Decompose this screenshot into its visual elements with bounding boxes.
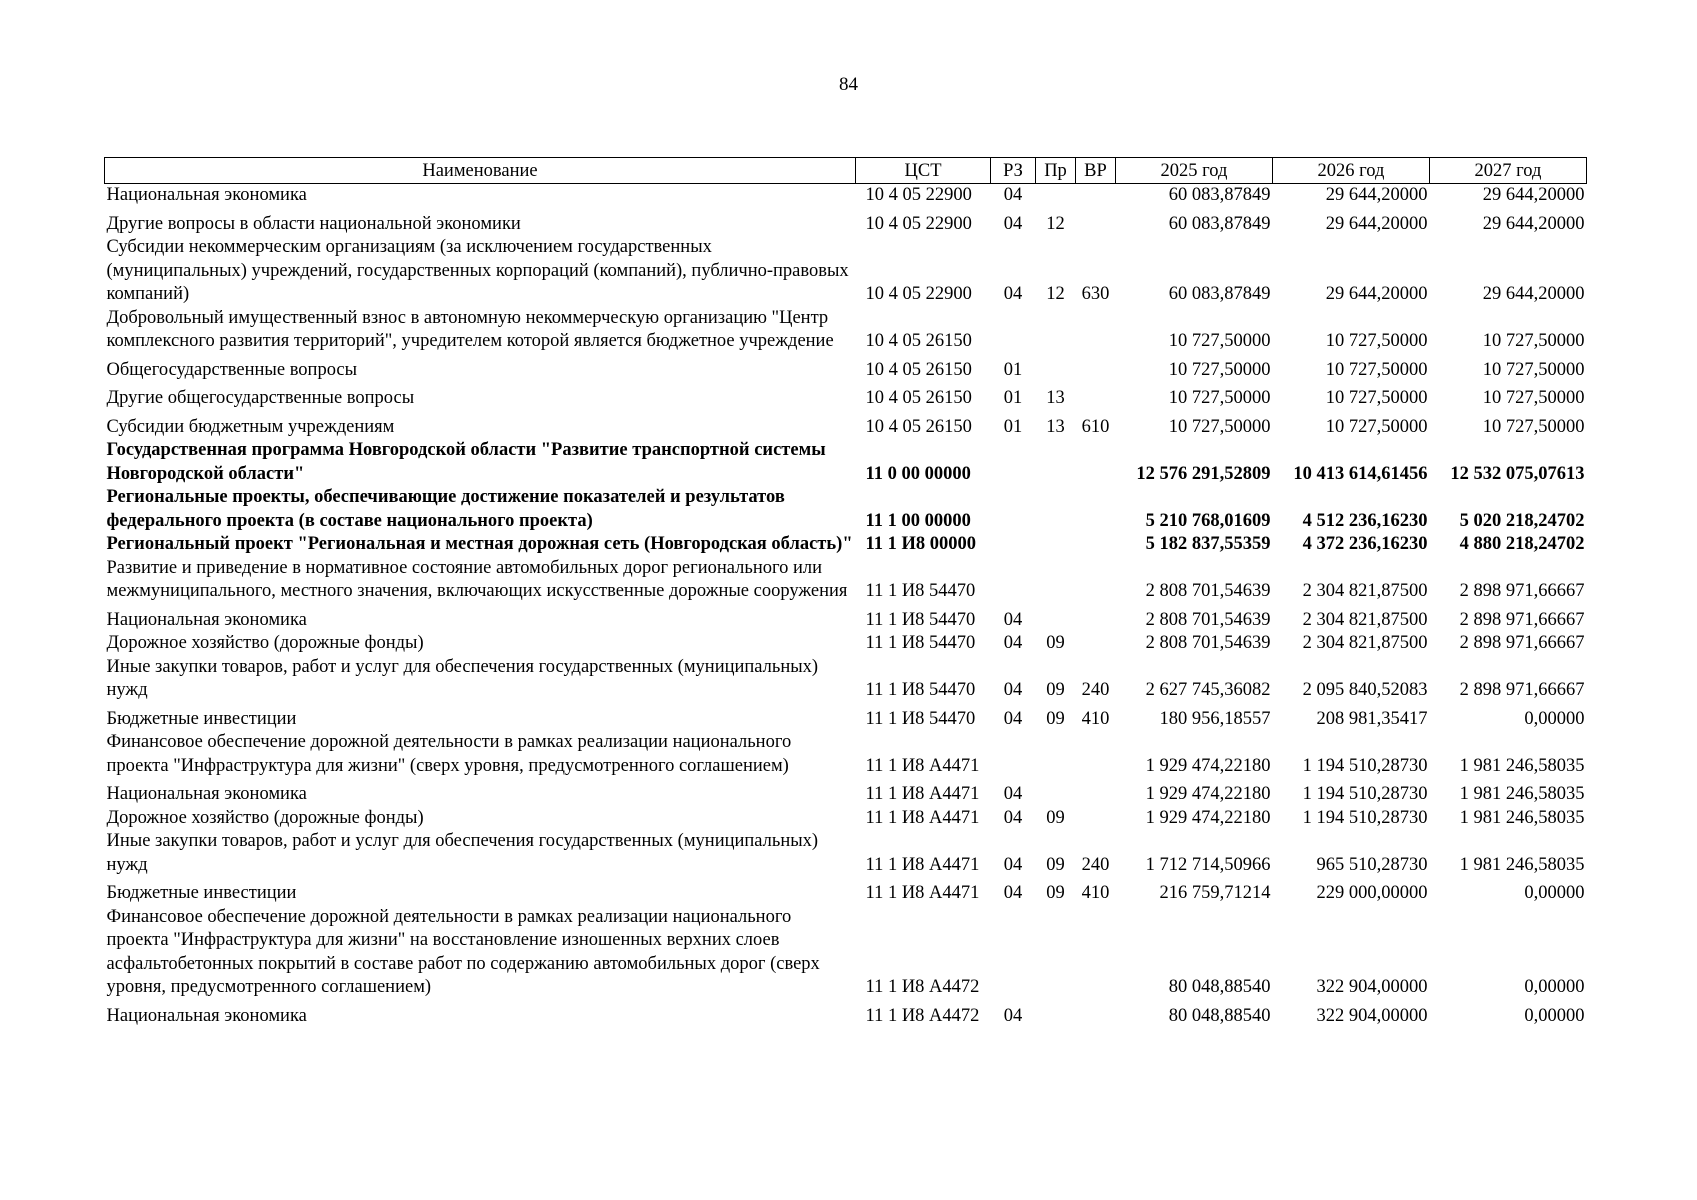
cell-rz: 04 xyxy=(1003,185,1023,205)
table-row xyxy=(105,807,1587,831)
cell-2026: 10 727,50000 xyxy=(1325,388,1428,408)
cell-2027: 29 644,20000 xyxy=(1482,284,1585,304)
cell-pr xyxy=(1036,1000,1076,1029)
cell-2025: 1 712 714,50966 xyxy=(1145,854,1271,875)
cell-pr: 12 xyxy=(1046,284,1065,304)
cell-vr xyxy=(1076,906,1116,1000)
cell-rz: 04 xyxy=(1003,854,1023,875)
cell-2027: 0,00000 xyxy=(1524,1005,1585,1026)
cell-2025: 10 727,50000 xyxy=(1168,388,1271,408)
cell-pr xyxy=(1036,533,1076,557)
cell-name: Другие вопросы в области национальной экономики xyxy=(106,213,521,234)
cell-pr: 09 xyxy=(1046,680,1065,700)
cell-2025: 5 182 837,55359 xyxy=(1145,534,1271,554)
cell-cst: 10 4 05 26150 xyxy=(865,416,972,437)
cell-rz xyxy=(991,731,1036,778)
table-row xyxy=(105,877,1587,906)
cell-2027: 4 880 218,24702 xyxy=(1459,534,1585,554)
table-row xyxy=(105,557,1587,604)
table-row xyxy=(105,731,1587,778)
cell-cst: 11 1 И8 54470 xyxy=(865,708,976,729)
cell-pr xyxy=(1036,439,1076,486)
cell-2026: 29 644,20000 xyxy=(1325,185,1428,205)
cell-2026: 2 304 821,87500 xyxy=(1302,609,1428,630)
header-name: Наименование xyxy=(105,158,856,184)
table-row xyxy=(105,533,1587,557)
cell-cst: 11 1 И8 А4472 xyxy=(865,1005,980,1026)
cell-pr xyxy=(1036,354,1076,383)
cell-pr xyxy=(1036,184,1076,208)
cell-vr: 240 xyxy=(1081,854,1110,875)
cell-pr xyxy=(1036,778,1076,807)
cell-pr: 09 xyxy=(1046,854,1065,875)
cell-vr: 240 xyxy=(1081,680,1110,700)
cell-2025: 1 929 474,22180 xyxy=(1145,807,1271,828)
cell-cst: 11 1 И8 А4471 xyxy=(865,883,980,903)
cell-2025: 2 808 701,54639 xyxy=(1145,581,1271,601)
cell-vr xyxy=(1076,486,1116,533)
cell-2026: 229 000,00000 xyxy=(1316,883,1428,903)
table-row xyxy=(105,703,1587,732)
table-row xyxy=(105,830,1587,877)
cell-cst: 11 1 И8 А4471 xyxy=(865,854,980,875)
table-row xyxy=(105,382,1587,411)
cell-2026: 965 510,28730 xyxy=(1316,854,1428,875)
cell-2026: 4 372 236,16230 xyxy=(1302,534,1428,554)
cell-2026: 10 727,50000 xyxy=(1325,331,1428,351)
cell-rz xyxy=(991,557,1036,604)
cell-2026: 2 304 821,87500 xyxy=(1302,581,1428,601)
cell-rz: 04 xyxy=(1003,609,1023,630)
table-header-row xyxy=(105,158,1587,184)
cell-2027: 0,00000 xyxy=(1524,708,1585,729)
cell-2027: 12 532 075,07613 xyxy=(1450,463,1585,484)
cell-rz xyxy=(991,486,1036,533)
cell-2027: 1 981 246,58035 xyxy=(1459,807,1585,828)
cell-2025: 2 627 745,36082 xyxy=(1145,680,1271,700)
cell-2027: 10 727,50000 xyxy=(1482,359,1585,380)
cell-cst: 11 1 И8 А4471 xyxy=(865,807,980,828)
cell-pr: 12 xyxy=(1046,213,1065,234)
cell-rz xyxy=(991,906,1036,1000)
table-row xyxy=(105,439,1587,486)
header-2027: 2027 год xyxy=(1430,158,1587,184)
cell-vr: 610 xyxy=(1081,416,1110,437)
table-row xyxy=(105,1000,1587,1029)
cell-vr: 410 xyxy=(1081,708,1110,729)
cell-rz: 01 xyxy=(1003,388,1023,408)
cell-rz: 04 xyxy=(1003,1005,1023,1026)
cell-cst: 11 1 И8 А4472 xyxy=(865,977,980,997)
cell-2025: 80 048,88540 xyxy=(1168,977,1271,997)
cell-2025: 10 727,50000 xyxy=(1168,416,1271,437)
cell-2026: 322 904,00000 xyxy=(1316,1005,1428,1026)
header-2025: 2025 год xyxy=(1116,158,1273,184)
cell-rz: 04 xyxy=(1003,708,1023,729)
cell-2026: 29 644,20000 xyxy=(1325,284,1428,304)
cell-2027: 10 727,50000 xyxy=(1482,416,1585,437)
cell-name: Иные закупки товаров, работ и услуг для обеспечения государственных (муниципальных) нужд xyxy=(106,656,819,700)
header-rz: РЗ xyxy=(991,158,1036,184)
table-row xyxy=(105,236,1587,307)
cell-2025: 60 083,87849 xyxy=(1168,185,1271,205)
cell-2025: 10 727,50000 xyxy=(1168,359,1271,380)
cell-vr: 410 xyxy=(1081,883,1110,903)
table-row xyxy=(105,656,1587,703)
cell-2025: 2 808 701,54639 xyxy=(1145,633,1271,653)
budget-table xyxy=(104,157,1587,1028)
cell-pr: 09 xyxy=(1046,633,1065,653)
cell-vr xyxy=(1076,778,1116,807)
cell-2025: 12 576 291,52809 xyxy=(1136,463,1271,484)
cell-2027: 10 727,50000 xyxy=(1482,331,1585,351)
cell-2026: 10 727,50000 xyxy=(1325,416,1428,437)
cell-pr: 13 xyxy=(1046,416,1065,437)
cell-vr xyxy=(1076,354,1116,383)
cell-pr: 09 xyxy=(1046,807,1065,828)
cell-rz xyxy=(991,439,1036,486)
cell-2026: 10 413 614,61456 xyxy=(1293,463,1428,484)
cell-rz: 01 xyxy=(1003,416,1023,437)
cell-rz xyxy=(991,307,1036,354)
cell-2026: 2 304 821,87500 xyxy=(1302,633,1428,653)
table-row xyxy=(105,486,1587,533)
cell-vr xyxy=(1076,557,1116,604)
cell-name: Другие общегосударственные вопросы xyxy=(106,388,415,408)
cell-cst: 10 4 05 22900 xyxy=(865,185,972,205)
cell-name: Бюджетные инвестиции xyxy=(106,708,297,729)
cell-vr xyxy=(1076,632,1116,656)
cell-2027: 0,00000 xyxy=(1524,883,1585,903)
cell-rz: 04 xyxy=(1003,633,1023,653)
cell-pr: 09 xyxy=(1046,708,1065,729)
cell-name: Добровольный имущественный взнос в автономную некоммерческую организацию "Центр комплексного развития территорий", учредителем которой является бюджетное учреждение xyxy=(106,307,834,351)
cell-rz: 04 xyxy=(1003,680,1023,700)
cell-2027: 0,00000 xyxy=(1524,977,1585,997)
header-cst: ЦСТ xyxy=(856,158,991,184)
cell-vr xyxy=(1076,807,1116,831)
header-vr: ВР xyxy=(1076,158,1116,184)
cell-name: Иные закупки товаров, работ и услуг для обеспечения государственных (муниципальных) нужд xyxy=(106,831,819,875)
table-row xyxy=(105,354,1587,383)
cell-vr xyxy=(1076,208,1116,237)
cell-name: Региональные проекты, обеспечивающие достижение показателей и результатов федерального проекта (в составе национального проекта) xyxy=(106,487,785,531)
cell-2025: 180 956,18557 xyxy=(1159,708,1271,729)
table-row xyxy=(105,411,1587,440)
cell-rz xyxy=(991,533,1036,557)
cell-name: Национальная экономика xyxy=(106,1005,307,1026)
cell-name: Дорожное хозяйство (дорожные фонды) xyxy=(106,633,424,653)
cell-cst: 11 1 И8 00000 xyxy=(865,534,976,554)
cell-2027: 2 898 971,66667 xyxy=(1459,680,1585,700)
cell-pr xyxy=(1036,557,1076,604)
cell-2025: 1 929 474,22180 xyxy=(1145,755,1271,776)
cell-2025: 2 808 701,54639 xyxy=(1145,609,1271,630)
table-row xyxy=(105,184,1587,208)
cell-cst: 11 1 И8 54470 xyxy=(865,609,976,630)
cell-name: Региональный проект "Региональная и местная дорожная сеть (Новгородская область)" xyxy=(106,534,853,554)
cell-cst: 11 1 И8 А4471 xyxy=(865,755,980,776)
cell-vr xyxy=(1076,307,1116,354)
cell-2026: 1 194 510,28730 xyxy=(1302,784,1428,804)
cell-vr xyxy=(1076,1000,1116,1029)
cell-vr: 630 xyxy=(1081,284,1110,304)
cell-2025: 10 727,50000 xyxy=(1168,331,1271,351)
cell-cst: 10 4 05 26150 xyxy=(865,331,972,351)
cell-2025: 1 929 474,22180 xyxy=(1145,784,1271,804)
cell-2027: 2 898 971,66667 xyxy=(1459,609,1585,630)
cell-rz: 04 xyxy=(1003,883,1023,903)
cell-2025: 5 210 768,01609 xyxy=(1145,510,1271,531)
cell-2027: 1 981 246,58035 xyxy=(1459,854,1585,875)
cell-vr xyxy=(1076,184,1116,208)
cell-2025: 80 048,88540 xyxy=(1168,1005,1271,1026)
table-row xyxy=(105,307,1587,354)
table-row xyxy=(105,906,1587,1000)
cell-2027: 5 020 218,24702 xyxy=(1459,510,1585,531)
cell-name: Общегосударственные вопросы xyxy=(106,359,358,380)
cell-cst: 10 4 05 26150 xyxy=(865,359,972,380)
cell-vr xyxy=(1076,439,1116,486)
table-row xyxy=(105,208,1587,237)
cell-vr xyxy=(1076,604,1116,633)
cell-rz: 04 xyxy=(1003,213,1023,234)
cell-name: Субсидии бюджетным учреждениям xyxy=(106,416,395,437)
cell-2027: 10 727,50000 xyxy=(1482,388,1585,408)
cell-2025: 60 083,87849 xyxy=(1168,284,1271,304)
cell-2026: 322 904,00000 xyxy=(1316,977,1428,997)
cell-pr xyxy=(1036,906,1076,1000)
cell-pr xyxy=(1036,604,1076,633)
cell-2026: 10 727,50000 xyxy=(1325,359,1428,380)
header-pr: Пр xyxy=(1036,158,1076,184)
page-number: 84 xyxy=(839,74,858,95)
cell-vr xyxy=(1076,533,1116,557)
cell-cst: 11 0 00 00000 xyxy=(865,463,971,484)
cell-pr xyxy=(1036,731,1076,778)
table-row xyxy=(105,778,1587,807)
cell-name: Финансовое обеспечение дорожной деятельности в рамках реализации национального проекта "Инфраструктура для жизни" (сверх уровня, предусмотренного соглашением) xyxy=(106,732,792,776)
cell-cst: 11 1 00 00000 xyxy=(865,510,971,531)
cell-cst: 10 4 05 22900 xyxy=(865,284,972,304)
cell-rz: 01 xyxy=(1003,359,1023,380)
cell-vr xyxy=(1076,731,1116,778)
cell-cst: 11 1 И8 54470 xyxy=(865,581,976,601)
cell-pr xyxy=(1036,486,1076,533)
header-2026: 2026 год xyxy=(1273,158,1430,184)
cell-cst: 10 4 05 26150 xyxy=(865,388,972,408)
cell-rz: 04 xyxy=(1003,784,1023,804)
cell-name: Субсидии некоммерческим организациям (за исключением государственных (муниципальных) учреждений, государственных корпораций (компаний), публично-правовых компаний) xyxy=(106,237,849,304)
cell-name: Национальная экономика xyxy=(106,185,307,205)
cell-2027: 2 898 971,66667 xyxy=(1459,633,1585,653)
cell-2025: 216 759,71214 xyxy=(1159,883,1271,903)
cell-2026: 1 194 510,28730 xyxy=(1302,807,1428,828)
cell-2026: 1 194 510,28730 xyxy=(1302,755,1428,776)
table-row xyxy=(105,604,1587,633)
cell-2026: 2 095 840,52083 xyxy=(1302,680,1428,700)
cell-name: Бюджетные инвестиции xyxy=(106,883,297,903)
cell-name: Национальная экономика xyxy=(106,784,307,804)
cell-pr: 09 xyxy=(1046,883,1065,903)
cell-cst: 11 1 И8 54470 xyxy=(865,680,976,700)
cell-2027: 1 981 246,58035 xyxy=(1459,784,1585,804)
cell-name: Государственная программа Новгородской области "Развитие транспортной системы Новгородской области" xyxy=(106,440,826,484)
cell-name: Национальная экономика xyxy=(106,609,307,630)
cell-name: Развитие и приведение в нормативное состояние автомобильных дорог регионального или межмуниципального, местного значения, включающих искусственные дорожные сооружения xyxy=(106,557,848,601)
cell-2026: 29 644,20000 xyxy=(1325,213,1428,234)
cell-2025: 60 083,87849 xyxy=(1168,213,1271,234)
cell-rz: 04 xyxy=(1003,284,1023,304)
cell-cst: 10 4 05 22900 xyxy=(865,213,972,234)
cell-2027: 29 644,20000 xyxy=(1482,213,1585,234)
cell-pr: 13 xyxy=(1046,388,1065,408)
cell-vr xyxy=(1076,382,1116,411)
cell-2027: 1 981 246,58035 xyxy=(1459,755,1585,776)
cell-2026: 4 512 236,16230 xyxy=(1302,510,1428,531)
cell-name: Дорожное хозяйство (дорожные фонды) xyxy=(106,807,424,828)
cell-name: Финансовое обеспечение дорожной деятельности в рамках реализации национального проекта "Инфраструктура для жизни" на восстановление изношенных верхних слоев асфальтобетонных покрытий в составе работ по содержанию автомобильных дорог (сверх уровня, предусмотренного соглашением) xyxy=(106,906,820,997)
cell-pr xyxy=(1036,307,1076,354)
cell-cst: 11 1 И8 А4471 xyxy=(865,784,980,804)
table-row xyxy=(105,632,1587,656)
cell-2027: 29 644,20000 xyxy=(1482,185,1585,205)
cell-cst: 11 1 И8 54470 xyxy=(865,633,976,653)
cell-rz: 04 xyxy=(1003,807,1023,828)
cell-2027: 2 898 971,66667 xyxy=(1459,581,1585,601)
cell-2026: 208 981,35417 xyxy=(1316,708,1428,729)
